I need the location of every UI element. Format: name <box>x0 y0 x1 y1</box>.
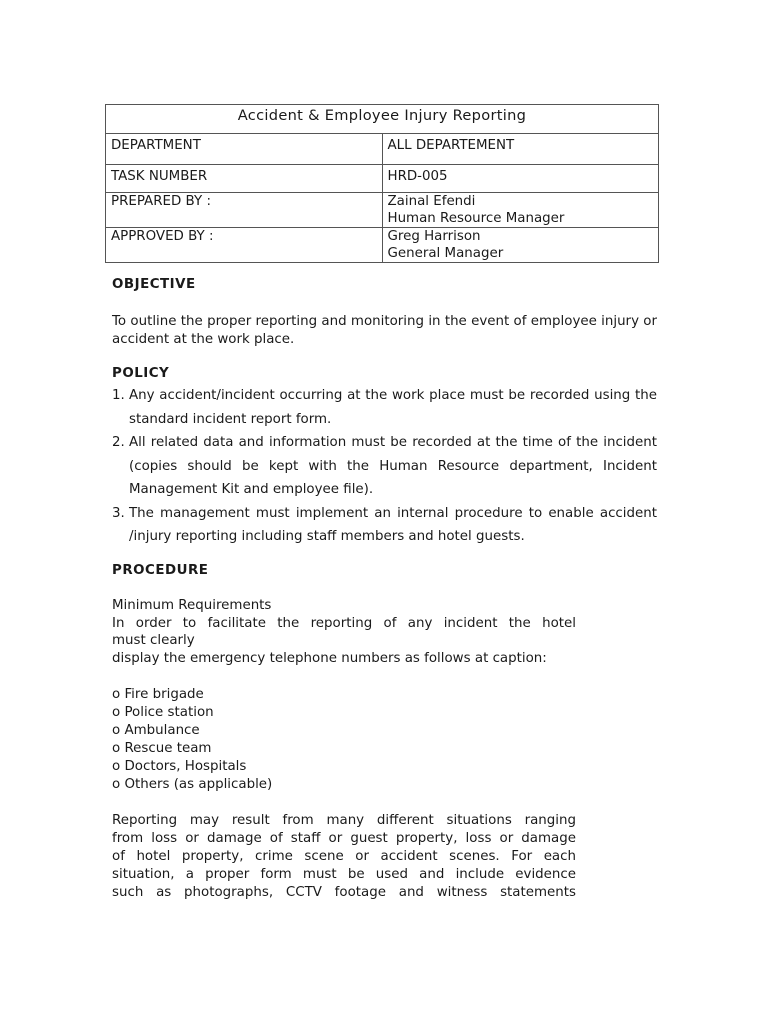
reporting-paragraph <box>112 812 576 902</box>
approved-by-label: APPROVED BY : <box>106 228 383 263</box>
reporting-line: Reporting may result from many different situations ranging <box>112 813 576 828</box>
list-number: 1. <box>112 388 125 403</box>
prepared-by-label: PREPARED BY : <box>106 193 383 228</box>
table-row-prepared-by <box>106 193 659 228</box>
list-item: o Fire brigade <box>112 687 204 702</box>
list-item: o Others (as applicable) <box>112 776 273 792</box>
list-item <box>112 502 657 549</box>
table-row-task-number <box>106 165 659 193</box>
list-number: 2. <box>112 435 125 450</box>
list-item <box>112 384 657 431</box>
procedure-heading: PROCEDURE <box>112 563 209 578</box>
list-item: o Police station <box>112 704 214 720</box>
requirements-intro-1: In order to facilitate the reporting of any incident the hotel <box>112 615 576 631</box>
objective-text: To outline the proper reporting and monitoring in the event of employee injury or accident at the work place. <box>112 314 657 347</box>
approver-role: General Manager <box>387 246 504 261</box>
table-row-approved-by <box>106 228 659 263</box>
reporting-line: such as photographs, CCTV footage and witness statements <box>112 884 576 900</box>
preparer-role: Human Resource Manager <box>387 211 565 226</box>
task-number-value: HRD-005 <box>382 165 659 193</box>
requirements-subheading: Minimum Requirements <box>112 598 272 613</box>
policy-heading: POLICY <box>112 366 170 381</box>
table-row-department <box>106 134 659 165</box>
policy-item-text: Any accident/incident occurring at the work place must be recorded using the standard incident report form. <box>129 388 657 427</box>
reporting-line: situation, a proper form must be used and include evidence <box>112 866 576 882</box>
list-item <box>112 431 657 502</box>
reporting-line: from loss or damage of staff or guest property, loss or damage <box>112 830 576 846</box>
requirements-intro-2: must clearly <box>112 633 195 648</box>
approved-by-value <box>382 228 659 263</box>
document-title: Accident & Employee Injury Reporting <box>106 105 659 134</box>
list-item: o Ambulance <box>112 722 200 738</box>
task-number-label: TASK NUMBER <box>106 165 383 193</box>
reporting-line: of hotel property, crime scene or accident scenes. For each <box>112 848 576 864</box>
requirements-block <box>112 597 576 667</box>
list-item: o Doctors, Hospitals <box>112 758 247 774</box>
objective-heading: OBJECTIVE <box>112 277 196 292</box>
emergency-services-list <box>112 686 272 793</box>
preparer-name: Zainal Efendi <box>387 194 476 209</box>
policy-item-text: All related data and information must be recorded at the time of the incident (copies should be kept with the Human Resource department, Incident Management Kit and employee file). <box>129 435 657 497</box>
prepared-by-value <box>382 193 659 228</box>
list-item: o Rescue team <box>112 740 212 756</box>
department-value: ALL DEPARTEMENT <box>382 134 659 165</box>
requirements-intro-3: display the emergency telephone numbers as follows at caption: <box>112 650 547 666</box>
header-table <box>105 104 659 263</box>
policy-item-text: The management must implement an internal procedure to enable accident /injury reporting including staff members and hotel guests. <box>129 505 657 544</box>
approver-name: Greg Harrison <box>387 229 481 244</box>
policy-list <box>112 384 657 549</box>
department-label: DEPARTMENT <box>106 134 383 165</box>
list-number: 3. <box>112 505 125 521</box>
